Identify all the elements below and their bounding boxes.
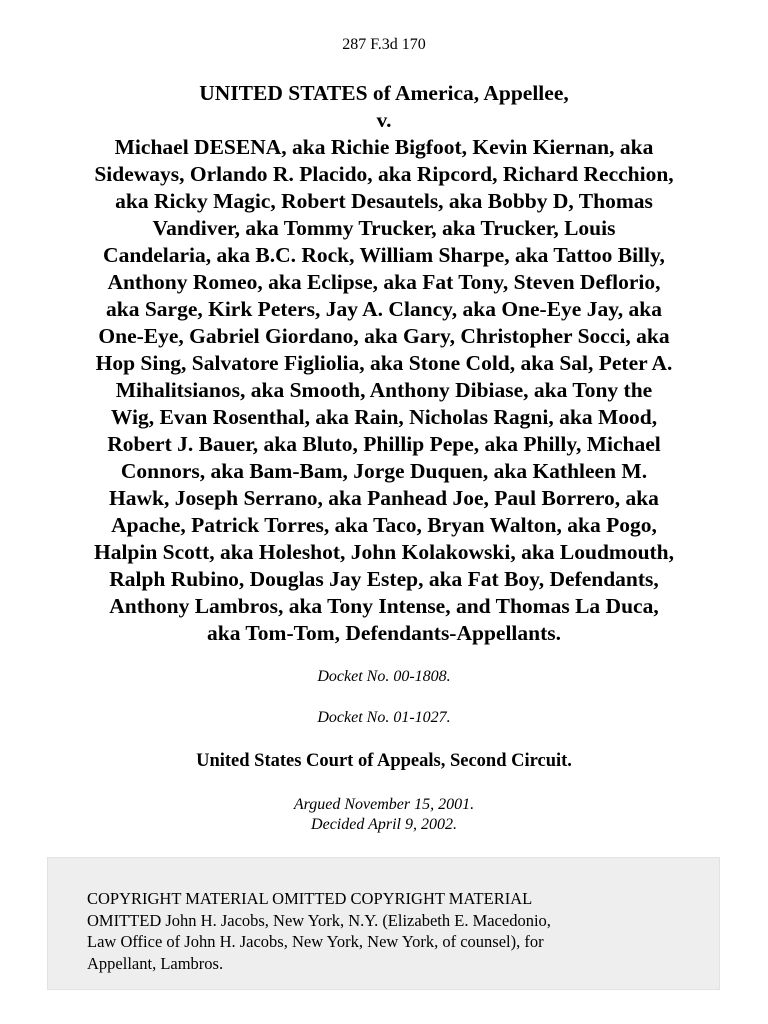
caption-line: Wig, Evan Rosenthal, aka Rain, Nicholas Ragni, aka Mood,: [110, 405, 658, 429]
court-name: United States Court of Appeals, Second Circuit.: [196, 751, 572, 771]
docket-number: Docket No. 00-1808.: [317, 668, 451, 685]
counsel-box: [47, 857, 720, 990]
caption-line: aka Ricky Magic, Robert Desautels, aka Bobby D, Thomas: [115, 189, 653, 213]
counsel-line: Appellant, Lambros.: [87, 953, 224, 973]
caption-versus: v.: [376, 108, 392, 132]
counsel-line: Law Office of John H. Jacobs, New York, New York, of counsel), for: [87, 932, 544, 951]
caption-line: Hawk, Joseph Serrano, aka Panhead Joe, Paul Borrero, aka: [109, 486, 659, 510]
case-dates: [0, 795, 768, 835]
caption-line: Candelaria, aka B.C. Rock, William Sharpe, aka Tattoo Billy,: [103, 243, 665, 267]
caption-line: One-Eye, Gabriel Giordano, aka Gary, Christopher Socci, aka: [98, 324, 670, 348]
caption-line: Sideways, Orlando R. Placido, aka Ripcord, Richard Recchion,: [94, 162, 674, 186]
caption-line: Halpin Scott, aka Holeshot, John Kolakowski, aka Loudmouth,: [93, 540, 675, 564]
case-caption: [40, 80, 728, 647]
decided-date: Decided April 9, 2002.: [311, 816, 457, 833]
caption-line: Connors, aka Bam-Bam, Jorge Duquen, aka Kathleen M.: [120, 459, 648, 483]
caption-line: Michael DESENA, aka Richie Bigfoot, Kevin Kiernan, aka: [114, 135, 654, 159]
docket-number: Docket No. 01-1027.: [317, 709, 451, 726]
caption-line: Anthony Lambros, aka Tony Intense, and Thomas La Duca,: [109, 594, 659, 618]
caption-line: Apache, Patrick Torres, aka Taco, Bryan Walton, aka Pogo,: [111, 513, 657, 537]
caption-line: Mihalitsianos, aka Smooth, Anthony Dibiase, aka Tony the: [115, 378, 653, 402]
counsel-line: COPYRIGHT MATERIAL OMITTED COPYRIGHT MATERIAL: [87, 889, 533, 908]
caption-line: aka Tom-Tom, Defendants-Appellants.: [206, 621, 562, 645]
caption-line: Vandiver, aka Tommy Trucker, aka Trucker, Louis: [152, 216, 616, 240]
caption-line: Robert J. Bauer, aka Bluto, Phillip Pepe, aka Philly, Michael: [107, 432, 661, 456]
caption-line: aka Sarge, Kirk Peters, Jay A. Clancy, aka One-Eye Jay, aka: [105, 297, 662, 321]
argued-date: Argued November 15, 2001.: [293, 796, 475, 813]
caption-line: Hop Sing, Salvatore Figliolia, aka Stone Cold, aka Sal, Peter A.: [95, 351, 673, 375]
caption-appellee: UNITED STATES of America, Appellee,: [199, 81, 569, 105]
counsel-text: [87, 888, 647, 974]
caption-line: Anthony Romeo, aka Eclipse, aka Fat Tony, Steven Deflorio,: [107, 270, 661, 294]
case-citation: 287 F.3d 170: [342, 36, 426, 53]
counsel-line: OMITTED John H. Jacobs, New York, N.Y. (Elizabeth E. Macedonio,: [87, 910, 551, 930]
caption-line: Ralph Rubino, Douglas Jay Estep, aka Fat Boy, Defendants,: [109, 567, 659, 591]
